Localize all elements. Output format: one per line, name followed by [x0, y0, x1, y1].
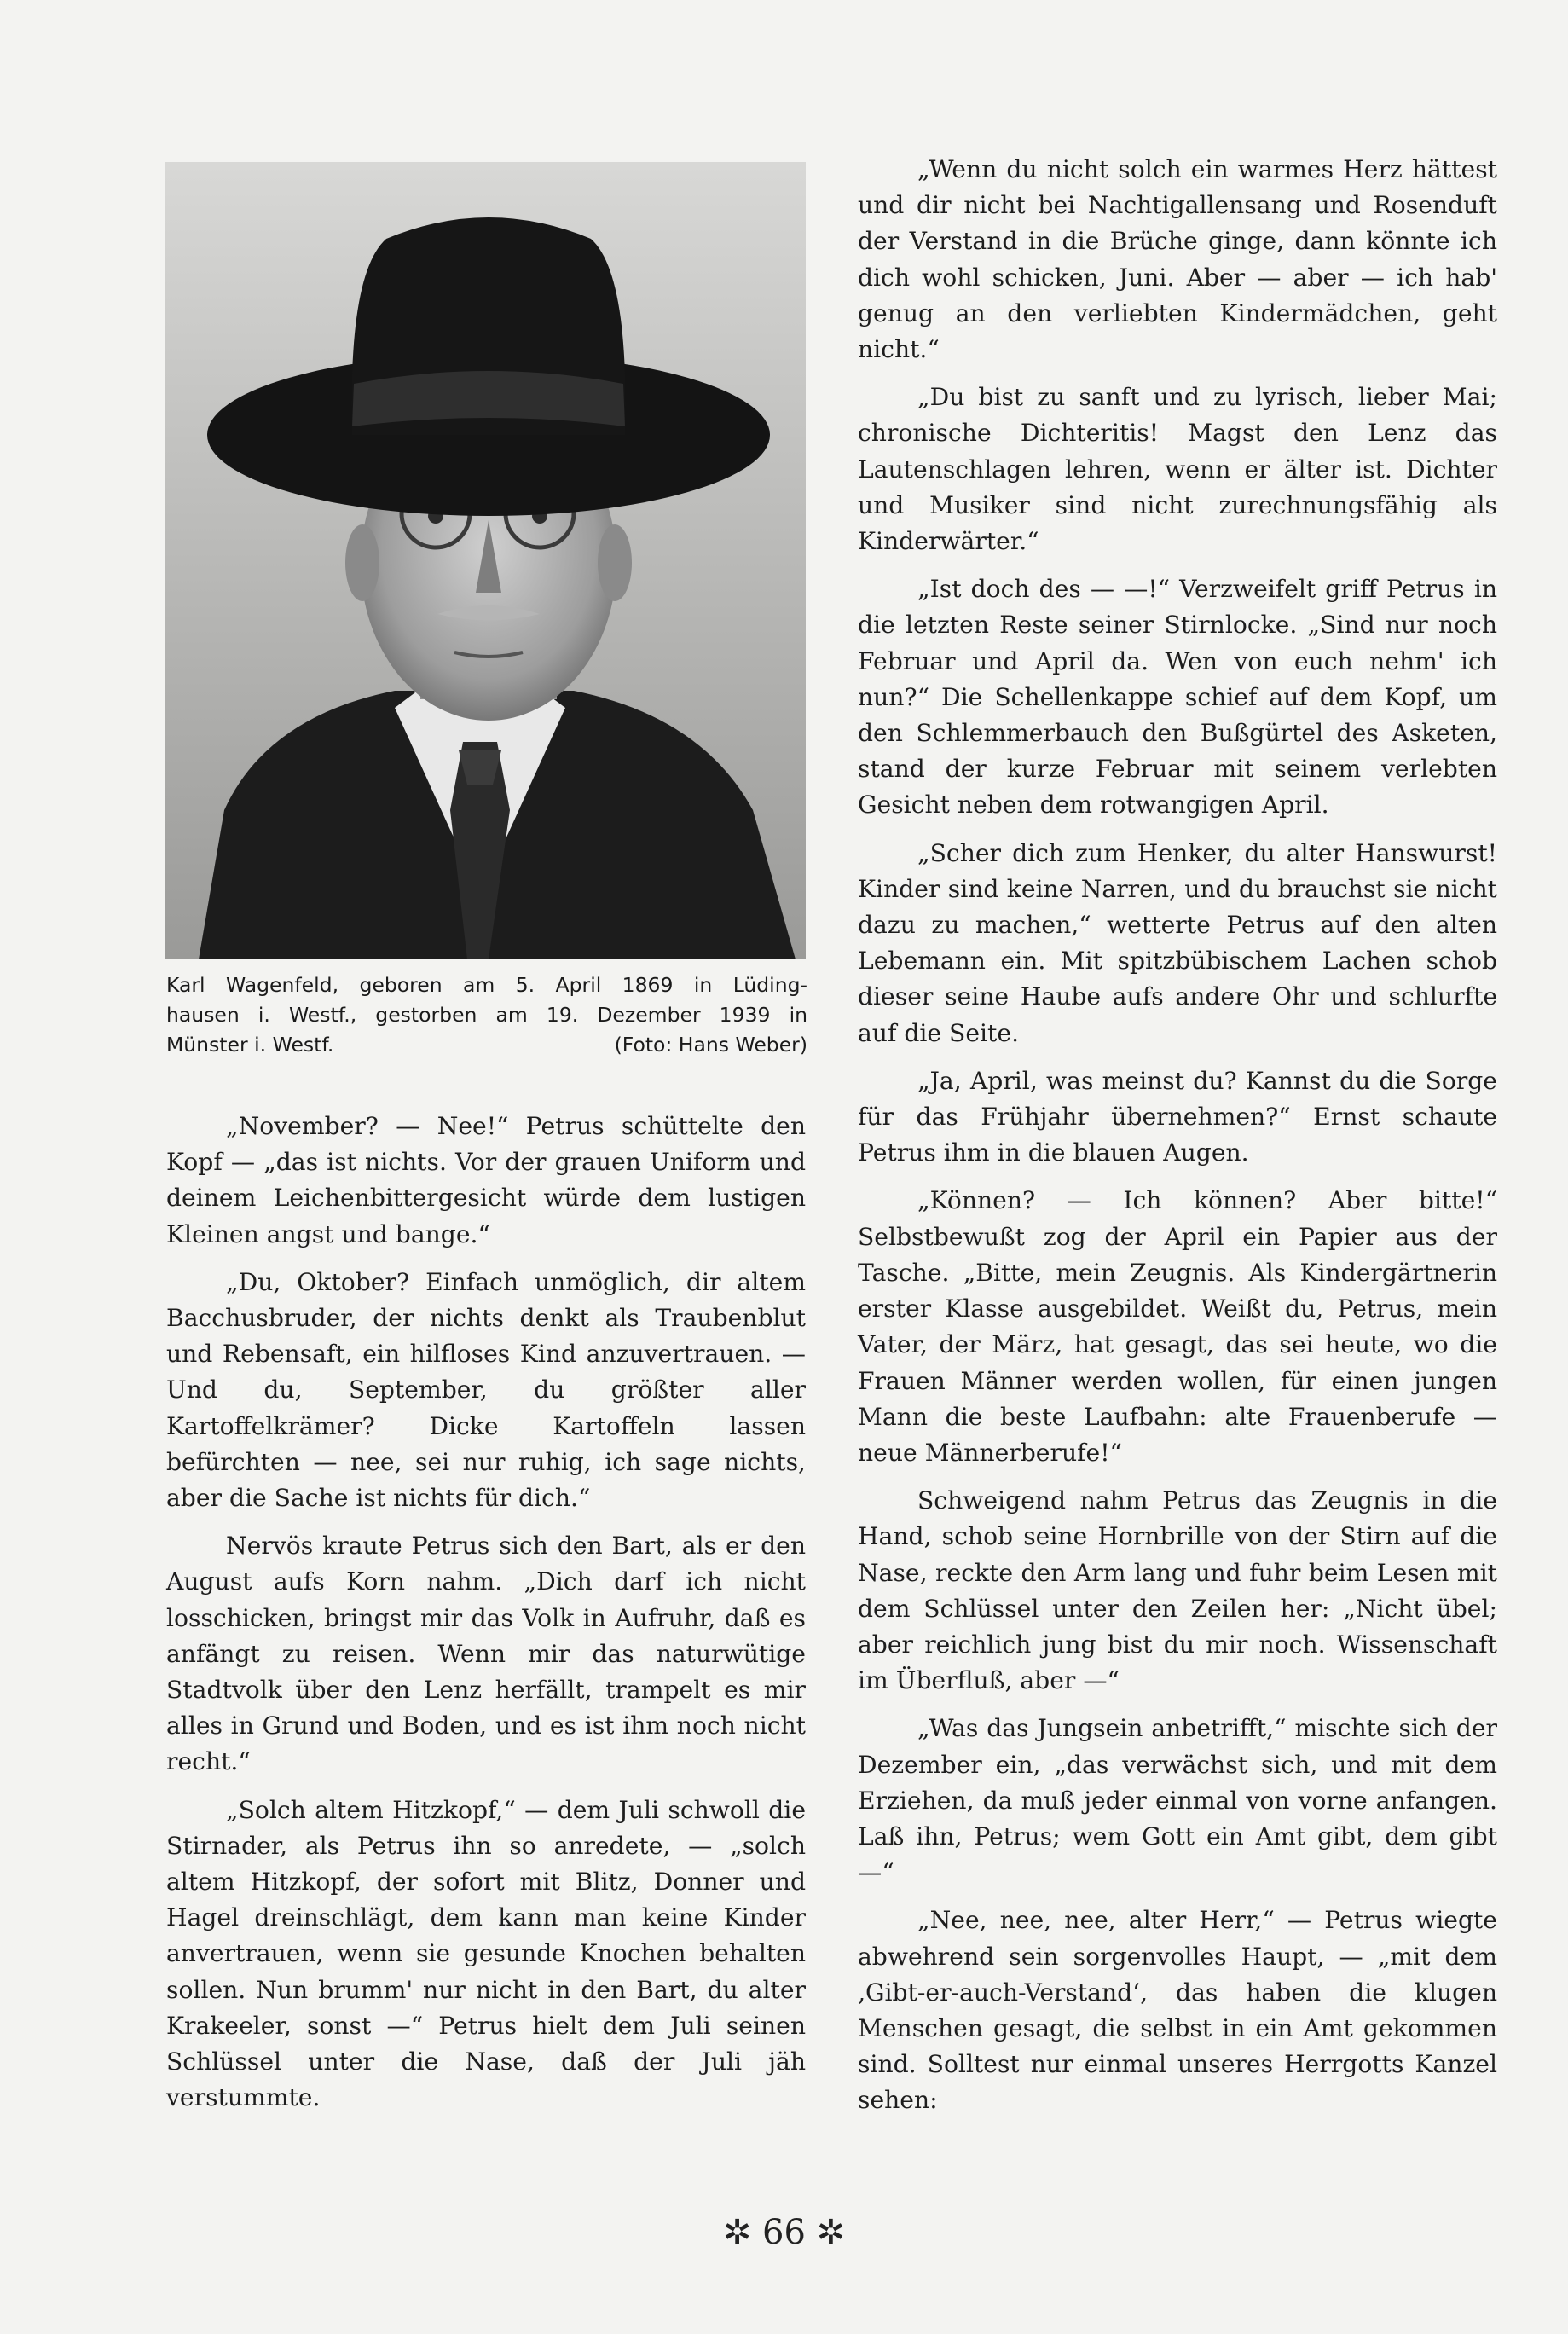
paragraph: „Du bist zu sanft und zu lyrisch, lieber Mai; chronische Dichteritis! Magst den Lenz das Lautenschlagen lehren, wenn er älter ist. Dichter und Musiker sind nicht zurechnungsfähig als Kinderwärter.“: [858, 383, 1497, 556]
caption-line-3: [166, 1030, 807, 1060]
portrait-photo: [165, 162, 806, 959]
paragraph: „Nee, nee, nee, alter Herr,“ — Petrus wiegte abwehrend sein sorgenvolles Haupt, — „mit dem ‚Gibt-er-auch-Verstand‘, das haben die klugen Menschen gesagt, die selbst in ein Amt gekommen sind. Solltest nur einmal unseres Herrgotts Kanzel sehen:: [858, 1906, 1497, 2115]
paragraph: „November? — Nee!“ Petrus schüttelte den Kopf — „das ist nichts. Vor der grauen Uniform und deinem Leichenbittergesicht würde dem lustigen Kleinen angst und bange.“: [166, 1112, 806, 1248]
paragraph: „Du, Oktober? Einfach unmöglich, dir altem Bacchusbruder, der nichts denkt als Traubenblut und Rebensaft, ein hilfloses Kind anzuvertrauen. — Und du, September, du größter aller Kartoffelkrämer? Dicke Kartoffeln lassen befürchten — nee, sei nur ruhig, ich sage nichts, aber die Sache ist nichts für dich.“: [166, 1267, 806, 1513]
paragraph: „Solch altem Hitzkopf,“ — dem Juli schwoll die Stirnader, als Petrus ihn so anredete, — „solch altem Hitzkopf, der sofort mit Blitz, Donner und Hagel dreinschlägt, dem kann man keine Kinder anvertrauen, wenn sie gesunde Knochen behalten sollen. Nun brumm' nur nicht in den Bart, du alter Krakeeler, sonst —“ Petrus hielt dem Juli seinen Schlüssel unter die Nase, daß der Juli jäh verstummte.: [166, 1795, 806, 2112]
paragraph: „Wenn du nicht solch ein warmes Herz hättest und dir nicht bei Nachtigallensang und Rosenduft der Verstand in die Brüche ginge, dann könnte ich dich wohl schicken, Juni. Aber — aber — ich hab' genug an den verliebten Kindermädchen, geht nicht.“: [858, 155, 1497, 364]
paragraph: „Können? — Ich können? Aber bitte!“ Selbstbewußt zog der April ein Papier aus der Tasche. „Bitte, mein Zeugnis. Als Kindergärtnerin erster Klasse ausgebildet. Weißt du, Petrus, mein Vater, der März, hat gesagt, das sei heute, wo die Frauen Männer werden wollen, für einen jungen Mann die beste Laufbahn: alte Frauenberufe — neue Männerberufe!“: [858, 1186, 1497, 1467]
paragraph: Nervös kraute Petrus sich den Bart, als er den August aufs Korn nahm. „Dich darf ich nicht losschicken, bringst mir das Volk in Aufruhr, daß es anfängt zu reisen. Wenn mir das naturwütige Stadtvolk über den Lenz herfällt, trampelt es mir alles in Grund und Boden, und es ist ihm noch nicht recht.“: [166, 1532, 806, 1776]
caption-place: Münster i. Westf.: [166, 1033, 334, 1057]
photo-caption: [166, 970, 807, 1060]
paragraph: Schweigend nahm Petrus das Zeugnis in die Hand, schob seine Hornbrille von der Stirn auf die Nase, reckte den Arm lang und fuhr beim Lesen mit dem Schlüssel unter den Zeilen her: „Nicht übel; aber reichlich jung bist du mir noch. Wissenschaft im Überfluß, aber —“: [858, 1486, 1497, 1695]
caption-line-1: Karl Wagenfeld, geboren am 5. April 1869 in Lüding-: [166, 973, 807, 997]
page-number: ✲ 66 ✲: [722, 2213, 846, 2252]
portrait-image: [165, 162, 806, 959]
paragraph: „Ist doch des — —!“ Verzweifelt griff Petrus in die letzten Reste seiner Stirnlocke. „Sind nur noch Februar und April da. Wen von euch nehm' ich nun?“ Die Schellenkappe schief auf dem Kopf, um den Schlemmerbauch den Bußgürtel des Asketen, stand der kurze Februar mit seinem verlebten Gesicht neben dem rotwangigen April.: [858, 575, 1497, 820]
paragraph: „Scher dich zum Henker, du alter Hanswurst! Kinder sind keine Narren, und du brauchst sie nicht dazu zu machen,“ wetterte Petrus auf den alten Lebemann ein. Mit spitzbübischem Lachen schob dieser seine Haube aufs andere Ohr und schlurfte auf die Seite.: [858, 838, 1497, 1047]
paragraph: „Was das Jungsein anbetrifft,“ mischte sich der Dezember ein, „das verwächst sich, und mit dem Erziehen, da muß jeder einmal von vorne anfangen. Laß ihn, Petrus; wem Gott ein Amt gibt, dem gibt —“: [858, 1714, 1497, 1887]
right-column: [858, 152, 1497, 2131]
caption-line-2: hausen i. Westf., gestorben am 19. Dezember 1939 in: [166, 1003, 807, 1027]
paragraph: „Ja, April, was meinst du? Kannst du die Sorge für das Frühjahr übernehmen?“ Ernst schaute Petrus ihm in die blauen Augen.: [858, 1066, 1497, 1167]
photo-credit: (Foto: Hans Weber): [614, 1033, 807, 1057]
left-column: [166, 1109, 806, 2128]
